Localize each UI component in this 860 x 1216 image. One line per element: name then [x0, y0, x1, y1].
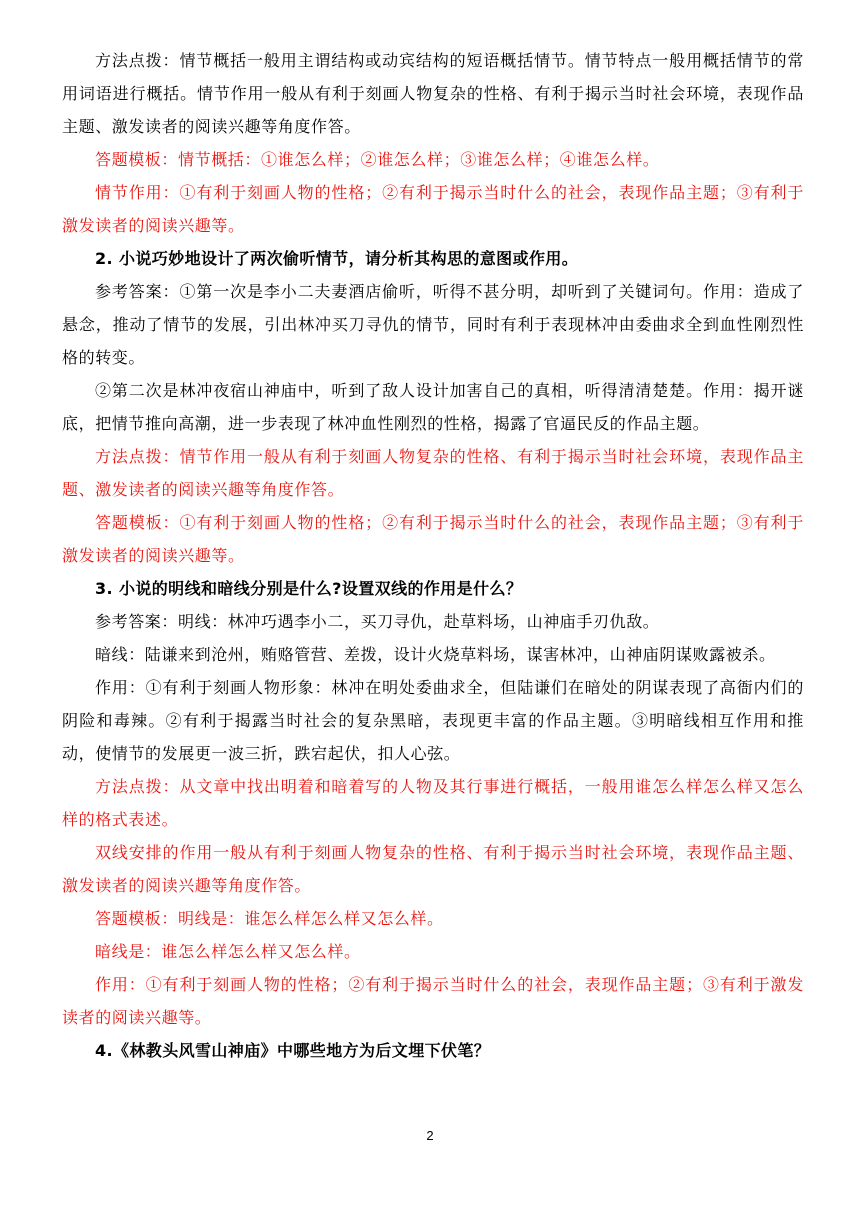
- question-2: 2. 小说巧妙地设计了两次偷听情节，请分析其构思的意图或作用。: [95, 249, 579, 268]
- hidden-thread-answer: 暗线：陆谦来到沧州，贿赂管营、差拨，设计火烧草料场，谋害林冲，山神庙阴谋败露被杀。: [95, 645, 776, 664]
- method-tip-paragraph: 方法点拨：从文章中找出明着和暗着写的人物及其行事进行概括，一般用谁怎么样怎么样又怎么样的格式表述。: [62, 777, 804, 829]
- page-number: 2: [426, 1128, 434, 1143]
- main-thread-answer: 参考答案：明线：林冲巧遇李小二，买刀寻仇，赴草料场，山神庙手刃仇敌。: [95, 612, 660, 631]
- answer-template-main-thread: 答题模板：明线是：谁怎么样怎么样又怎么样。: [95, 909, 444, 928]
- question-3: 3. 小说的明线和暗线分别是什么?设置双线的作用是什么？: [95, 579, 523, 598]
- dual-thread-tip-paragraph: 双线安排的作用一般从有利于刻画人物复杂的性格、有利于揭示当时社会环境，表现作品主题、激发读者的阅读兴趣等角度作答。: [62, 843, 804, 895]
- answer-template-paragraph: 答题模板：①有利于刻画人物的性格；②有利于揭示当时什么的社会，表现作品主题；③有利于激发读者的阅读兴趣等。: [62, 513, 804, 565]
- question-4: 4.《林教头风雪山神庙》中哪些地方为后文埋下伏笔？: [95, 1041, 491, 1060]
- answer-point-2-paragraph: ②第二次是林冲夜宿山神庙中，听到了敌人设计加害自己的真相，听得清清楚楚。作用：揭开谜底，把情节推向高潮，进一步表现了林冲血性刚烈的性格，揭露了官逼民反的作品主题。: [62, 381, 804, 433]
- document-body: [62, 44, 804, 1067]
- answer-template-hidden-thread: 暗线是：谁怎么样怎么样又怎么样。: [95, 942, 361, 961]
- function-answer-paragraph: 作用：①有利于刻画人物形象：林冲在明处委曲求全，但陆谦们在暗处的阴谋表现了高衙内们的阴险和毒辣。②有利于揭露当时社会的复杂黑暗，表现更丰富的作品主题。③明暗线相互作用和推动，使情节的发展更一波三折，跌宕起伏，扣人心弦。: [62, 678, 804, 763]
- plot-function-line: 情节作用：①有利于刻画人物的性格；②有利于揭示当时什么的社会，表现作品主题；③有利于激发读者的阅读兴趣等。: [62, 183, 804, 235]
- method-tip-paragraph: 方法点拨：情节作用一般从有利于刻画人物复杂的性格、有利于揭示当时社会环境，表现作品主题、激发读者的阅读兴趣等角度作答。: [62, 447, 804, 499]
- method-tip-paragraph: 方法点拨：情节概括一般用主谓结构或动宾结构的短语概括情节。情节特点一般用概括情节的常用词语进行概括。情节作用一般从有利于刻画人物复杂的性格、有利于揭示当时社会环境，表现作品主题、激发读者的阅读兴趣等角度作答。: [62, 51, 804, 136]
- reference-answer-paragraph: 参考答案：①第一次是李小二夫妻酒店偷听，听得不甚分明，却听到了关键词句。作用：造成了悬念，推动了情节的发展，引出林冲买刀寻仇的情节，同时有利于表现林冲由委曲求全到血性刚烈性格的转变。: [62, 282, 804, 367]
- answer-template-line: 答题模板：情节概括：①谁怎么样；②谁怎么样；③谁怎么样；④谁怎么样。: [95, 150, 660, 169]
- answer-template-function: 作用：①有利于刻画人物的性格；②有利于揭示当时什么的社会，表现作品主题；③有利于激发读者的阅读兴趣等。: [62, 975, 804, 1027]
